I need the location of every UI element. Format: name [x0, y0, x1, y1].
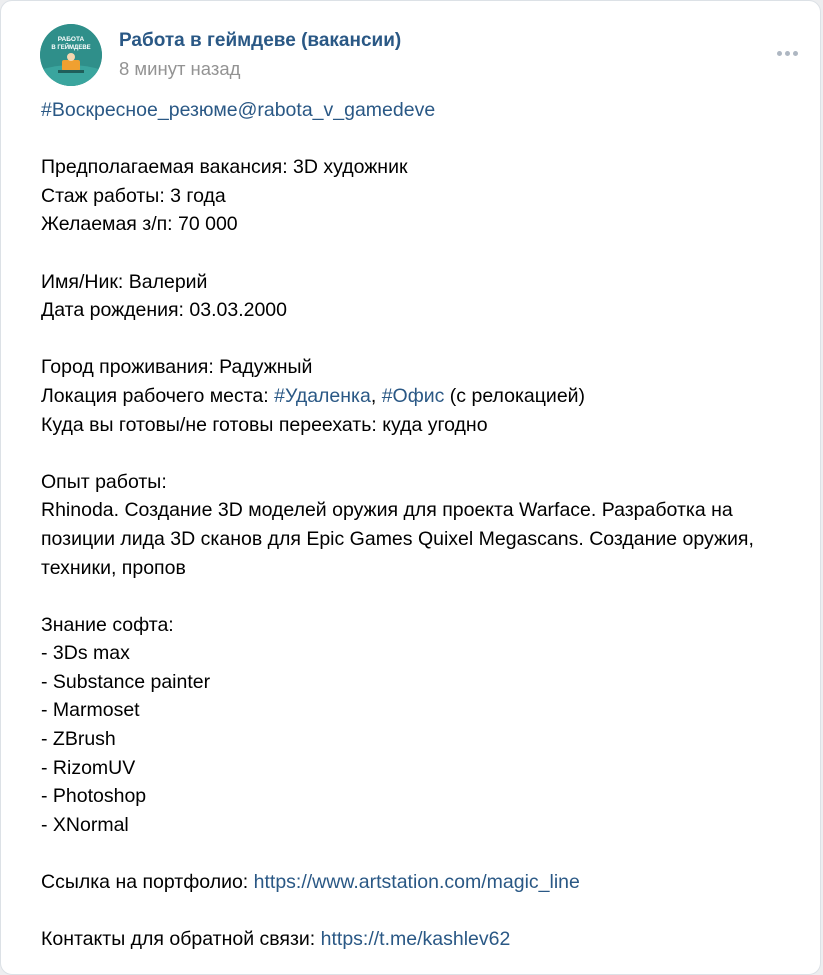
community-avatar[interactable] [40, 24, 102, 86]
post-text [41, 96, 801, 954]
location-separator: , [370, 384, 382, 407]
birthdate-line: Дата рождения: 03.03.2000 [41, 299, 287, 322]
software-item: - Marmoset [41, 699, 140, 722]
location-suffix: (с релокацией) [444, 384, 586, 407]
portfolio-link[interactable]: https://www.artstation.com/magic_line [253, 871, 580, 894]
community-name-link[interactable]: Работа в геймдеве (вакансии) [119, 30, 402, 51]
software-item: - ZBrush [41, 728, 116, 751]
relocate-line: Куда вы готовы/не готовы переехать: куда угодно [41, 413, 488, 436]
more-horizontal-icon[interactable] [771, 41, 805, 67]
hashtag-link[interactable]: #Воскресное_резюме@rabota_v_gamedeve [41, 99, 436, 121]
location-label: Локация рабочего места: [41, 384, 275, 407]
contacts-label: Контакты для обратной связи: [41, 928, 321, 951]
location-line [41, 382, 801, 411]
avatar-logo-text-1: РАБОТА [57, 36, 85, 43]
hashtag-remote-link[interactable]: #Удаленка [274, 384, 371, 407]
contacts-link[interactable]: https://t.me/kashlev62 [320, 928, 511, 951]
work-heading: Опыт работы: [41, 470, 167, 493]
software-item: - XNormal [41, 813, 129, 836]
salary-line: Желаемая з/п: 70 000 [41, 213, 238, 236]
software-heading: Знание софта: [41, 613, 174, 636]
portfolio-line [41, 868, 801, 897]
software-item: - Substance painter [41, 670, 211, 693]
portfolio-label: Ссылка на портфолио: [41, 871, 254, 894]
avatar-logo-text-2: В ГЕЙМДЕВЕ [51, 45, 91, 51]
city-line: Город проживания: Радужный [41, 356, 313, 379]
software-item: - 3Ds max [41, 642, 130, 665]
contacts-line [41, 925, 801, 954]
name-line: Имя/Ник: Валерий [41, 270, 208, 293]
hashtag-office-link[interactable]: #Офис [381, 384, 445, 407]
post-time[interactable]: 8 минут назад [119, 58, 241, 79]
vacancy-line: Предполагаемая вакансия: 3D художник [41, 156, 408, 179]
software-item: - RizomUV [41, 756, 136, 779]
software-item: - Photoshop [41, 785, 147, 808]
experience-line: Стаж работы: 3 года [41, 184, 226, 207]
work-text: Rhinoda. Создание 3D моделей оружия для проекта Warface. Разработка на позиции лида 3D сканов для Epic Games Quixel Megascans. Создание оружия, техники, пропов [41, 499, 754, 579]
